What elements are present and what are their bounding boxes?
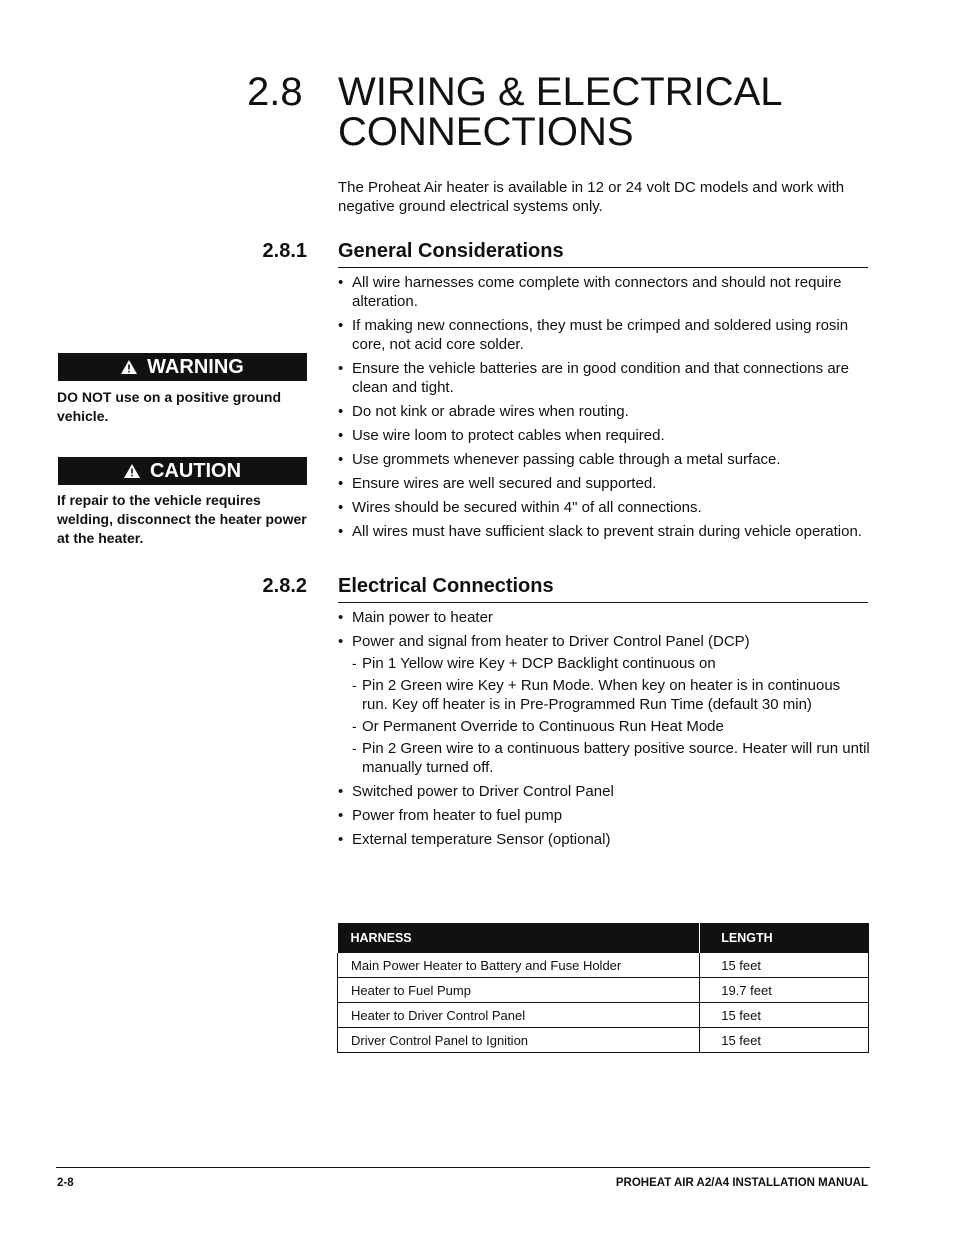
electrical-list [338,608,870,854]
caution-triangle-icon [124,464,140,478]
table-row [338,953,869,978]
list-item: • Wires should be secured within 4" of all connections. [338,499,702,516]
section-intro: The Proheat Air heater is available in 12 or 24 volt DC models and work with negative ground electrical systems only. [338,179,845,215]
caution-label: CAUTION [149,459,242,482]
warning-text: DO NOT use on a positive ground vehicle. [57,389,282,424]
subsection-rule-general [338,267,868,268]
warning-triangle-icon [121,360,137,374]
footer-manual-title: PROHEAT AIR A2/A4 INSTALLATION MANUAL [615,1177,868,1189]
table-row [338,1028,869,1053]
table-header-row [338,923,869,953]
table-cell: Heater to Driver Control Panel [338,1003,700,1028]
column-header-length: LENGTH [700,923,869,953]
section-title-line1: WIRING & ELECTRICAL [338,70,783,114]
subsection-number-electrical: 2.8.2 [262,575,307,597]
subsection-number-general: 2.8.1 [262,240,307,262]
list-item: • Power and signal from heater to Driver Control Panel (DCP) [338,633,750,650]
sub-list-item: - Pin 1 Yellow wire Key + DCP Backlight continuous on [352,655,716,672]
list-item: • All wire harnesses come complete with connectors and should not require alteration. [338,274,842,310]
list-item: • Main power to heater [338,609,493,626]
list-item: • Use wire loom to protect cables when required. [338,427,665,444]
table-cell: 15 feet [700,1003,869,1028]
subsection-rule-electrical [338,602,868,603]
table-cell: Main Power Heater to Battery and Fuse Holder [338,953,700,978]
list-item: • Do not kink or abrade wires when routing. [338,403,629,420]
section-title-line2: CONNECTIONS [338,110,634,154]
harness-table [337,923,869,1053]
list-item: • Switched power to Driver Control Panel [338,783,614,800]
list-item: • Ensure the vehicle batteries are in good condition and that connections are clean and tight. [338,360,849,396]
subsection-title-general: General Considerations [338,240,564,262]
section-title [338,72,878,152]
sub-list-item: - Or Permanent Override to Continuous Run Heat Mode [352,718,724,735]
sub-list-item: - Pin 2 Green wire Key + Run Mode. When key on heater is in continuous run. Key off heater is in Pre-Programmed Run Time (default 30 min) [352,677,841,713]
list-item: • Use grommets whenever passing cable through a metal surface. [338,451,781,468]
list-item: • If making new connections, they must be crimped and soldered using rosin core, not acid core solder. [338,317,849,353]
list-item: • External temperature Sensor (optional) [338,831,611,848]
warning-label: WARNING [147,355,244,378]
general-list [338,273,870,546]
caution-banner [58,457,307,485]
caution-text: If repair to the vehicle requires welding, disconnect the heater power at the heater. [57,492,307,546]
list-item: • Ensure wires are well secured and supported. [338,475,657,492]
list-item: • Power from heater to fuel pump [338,807,563,824]
footer-rule [56,1167,870,1168]
table-cell: Heater to Fuel Pump [338,978,700,1003]
subsection-title-electrical: Electrical Connections [338,575,554,597]
section-number: 2.8 [247,70,303,114]
table-row [338,1003,869,1028]
table-cell: 19.7 feet [700,978,869,1003]
table-cell: 15 feet [700,1028,869,1053]
footer-page-number: 2-8 [57,1177,74,1189]
list-item: • All wires must have sufficient slack to prevent strain during vehicle operation. [338,523,862,540]
table-cell: Driver Control Panel to Ignition [338,1028,700,1053]
sub-list-item: - Pin 2 Green wire to a continuous battery positive source. Heater will run until manually turned off. [352,740,870,776]
warning-banner [58,353,307,381]
column-header-harness: HARNESS [338,923,700,953]
table-cell: 15 feet [700,953,869,978]
table-row [338,978,869,1003]
